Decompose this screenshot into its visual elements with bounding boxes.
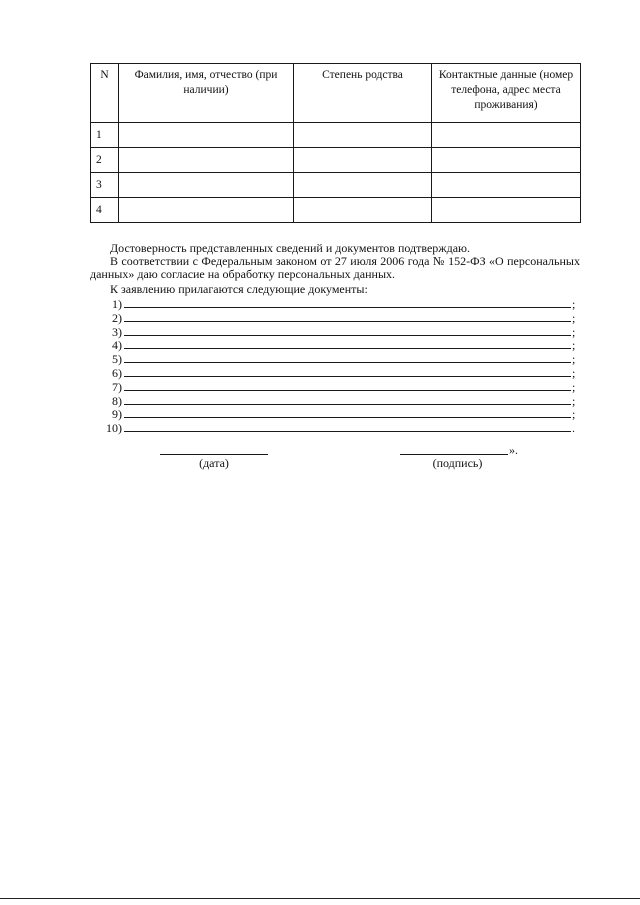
signature-field[interactable] (400, 453, 508, 455)
line-terminator: ; (572, 407, 576, 422)
full-name-cell[interactable] (119, 123, 294, 148)
document-line (90, 393, 580, 407)
document-entry-field[interactable] (124, 420, 571, 432)
document-line (90, 310, 580, 324)
row-number: 4 (91, 198, 119, 223)
document-entry-field[interactable] (124, 310, 571, 322)
document-entry-field[interactable] (124, 379, 571, 391)
relatives-table (90, 63, 581, 223)
document-number: 10) (106, 421, 122, 436)
relationship-cell[interactable] (294, 148, 432, 173)
contact-cell[interactable] (432, 123, 581, 148)
line-terminator: ; (572, 365, 576, 380)
header-relationship: Степень родства (294, 64, 432, 123)
row-number: 1 (91, 123, 119, 148)
line-terminator: ; (572, 310, 576, 325)
header-contact-details: Контактные данные (номер телефона, адрес места проживания) (432, 64, 581, 123)
document-line (90, 406, 580, 420)
page-edge-divider (0, 898, 640, 899)
line-terminator: ; (572, 393, 576, 408)
document-entry-field[interactable] (124, 337, 571, 349)
consent-statement: В соответствии с Федеральным законом от 27 июля 2006 года № 152-ФЗ «О персональных данных» даю согласие на обработку персональных данных. (90, 254, 580, 281)
document-number: 2) (112, 310, 122, 325)
document-number: 8) (112, 393, 122, 408)
relationship-cell[interactable] (294, 123, 432, 148)
signature-caption: (подпись) (432, 456, 483, 470)
attachments-intro: К заявлению прилагаются следующие документы: (110, 282, 368, 296)
full-name-cell[interactable] (119, 198, 294, 223)
line-terminator: ; (572, 338, 576, 353)
line-terminator: ; (572, 297, 576, 311)
row-number: 3 (91, 173, 119, 198)
document-line (90, 365, 580, 379)
document-number: 1) (112, 297, 122, 311)
line-terminator: . (572, 421, 575, 436)
table-header-row (91, 64, 581, 123)
document-entry-field[interactable] (124, 296, 571, 308)
document-line (90, 324, 580, 338)
document-entry-field[interactable] (124, 324, 571, 336)
contact-cell[interactable] (432, 148, 581, 173)
full-name-cell[interactable] (119, 148, 294, 173)
full-name-cell[interactable] (119, 173, 294, 198)
table-row (91, 148, 581, 173)
relationship-cell[interactable] (294, 198, 432, 223)
document-entry-field[interactable] (124, 406, 571, 418)
line-terminator: ; (572, 324, 576, 339)
row-number: 2 (91, 148, 119, 173)
confirmation-statement: Достоверность представленных сведений и документов подтверждаю. (110, 241, 470, 255)
document-number: 6) (112, 365, 122, 380)
document-line (90, 420, 580, 434)
table-row (91, 198, 581, 223)
document-number: 4) (112, 338, 122, 353)
document-line (90, 351, 580, 365)
table-row (91, 173, 581, 198)
document-line (90, 337, 580, 351)
table-row (91, 123, 581, 148)
document-number: 9) (112, 407, 122, 422)
contact-cell[interactable] (432, 198, 581, 223)
relationship-cell[interactable] (294, 173, 432, 198)
contact-cell[interactable] (432, 173, 581, 198)
signature-line-end: ». (509, 443, 518, 457)
attached-documents-list (90, 296, 580, 434)
document-number: 7) (112, 379, 122, 394)
date-caption: (дата) (199, 456, 229, 470)
document-entry-field[interactable] (124, 365, 571, 377)
line-terminator: ; (572, 352, 576, 367)
header-number: N (91, 64, 119, 123)
document-entry-field[interactable] (124, 393, 571, 405)
header-full-name: Фамилия, имя, отчество (при наличии) (119, 64, 294, 123)
document-line (90, 296, 580, 310)
date-field[interactable] (160, 453, 268, 455)
document-entry-field[interactable] (124, 351, 571, 363)
document-line (90, 379, 580, 393)
document-number: 5) (112, 352, 122, 367)
document-number: 3) (112, 324, 122, 339)
line-terminator: ; (572, 379, 576, 394)
